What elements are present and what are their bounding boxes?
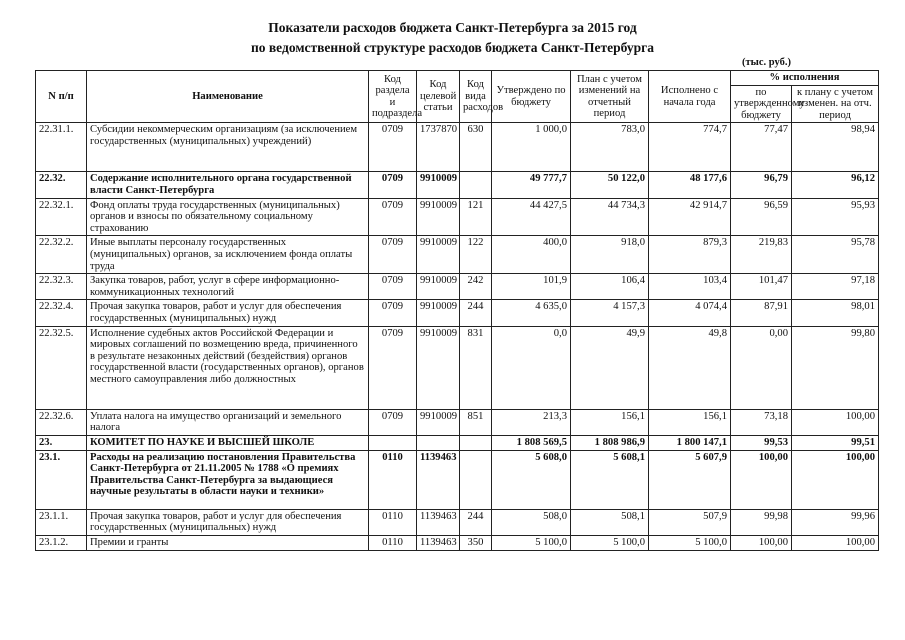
cell-num: 23.1.2. <box>36 535 87 550</box>
cell-pct2: 96,12 <box>792 172 879 198</box>
cell-utv: 49 777,7 <box>492 172 571 198</box>
cell-vid: 831 <box>460 326 492 409</box>
cell-stat: 1139463 <box>417 509 460 535</box>
cell-pct2: 99,96 <box>792 509 879 535</box>
header-pct: % исполнения <box>731 71 879 86</box>
cell-isp: 48 177,6 <box>649 172 731 198</box>
cell-isp: 49,8 <box>649 326 731 409</box>
cell-isp: 5 100,0 <box>649 535 731 550</box>
cell-vid: 244 <box>460 300 492 326</box>
cell-utv: 5 100,0 <box>492 535 571 550</box>
cell-pct2: 99,80 <box>792 326 879 409</box>
cell-pct1: 100,00 <box>731 535 792 550</box>
table-row <box>36 535 879 550</box>
cell-utv: 1 808 569,5 <box>492 435 571 450</box>
cell-plan: 49,9 <box>571 326 649 409</box>
cell-razdel: 0110 <box>369 450 417 509</box>
cell-utv: 4 635,0 <box>492 300 571 326</box>
cell-isp: 5 607,9 <box>649 450 731 509</box>
header-razdel: Код раздела и подраздела <box>369 71 417 123</box>
cell-name: Расходы на реализацию постановления Правительства Санкт-Петербурга от 21.11.2005 № 1788 «О премиях Правительства Санкт-Петербурга за выдающиеся научные результаты в области науки и техники» <box>87 450 369 509</box>
cell-utv: 508,0 <box>492 509 571 535</box>
cell-pct2: 100,00 <box>792 450 879 509</box>
cell-utv: 5 608,0 <box>492 450 571 509</box>
table-row <box>36 123 879 172</box>
cell-num: 22.32.5. <box>36 326 87 409</box>
cell-pct2: 99,51 <box>792 435 879 450</box>
cell-utv: 1 000,0 <box>492 123 571 172</box>
cell-plan: 44 734,3 <box>571 198 649 236</box>
cell-vid: 350 <box>460 535 492 550</box>
cell-plan: 4 157,3 <box>571 300 649 326</box>
cell-plan: 5 608,1 <box>571 450 649 509</box>
cell-isp: 103,4 <box>649 274 731 300</box>
cell-name: КОМИТЕТ ПО НАУКЕ И ВЫСШЕЙ ШКОЛЕ <box>87 435 369 450</box>
table-row <box>36 300 879 326</box>
cell-pct1: 99,98 <box>731 509 792 535</box>
cell-plan: 156,1 <box>571 409 649 435</box>
cell-razdel: 0709 <box>369 236 417 274</box>
cell-plan: 508,1 <box>571 509 649 535</box>
cell-razdel: 0709 <box>369 123 417 172</box>
table-row <box>36 236 879 274</box>
cell-razdel: 0709 <box>369 409 417 435</box>
header-isp: Исполнено с начала года <box>649 71 731 123</box>
table-row <box>36 409 879 435</box>
report-subtitle: по ведомственной структуре расходов бюджета Санкт-Петербурга <box>250 40 655 55</box>
cell-num: 22.32.6. <box>36 409 87 435</box>
cell-utv: 400,0 <box>492 236 571 274</box>
cell-utv: 213,3 <box>492 409 571 435</box>
cell-pct1: 100,00 <box>731 450 792 509</box>
header-num: N п/п <box>36 71 87 123</box>
cell-num: 22.32.1. <box>36 198 87 236</box>
cell-stat <box>417 435 460 450</box>
cell-isp: 156,1 <box>649 409 731 435</box>
table-row <box>36 450 879 509</box>
table-row <box>36 274 879 300</box>
cell-vid <box>460 435 492 450</box>
header-utv: Утверждено по бюджету <box>492 71 571 123</box>
cell-name: Закупка товаров, работ, услуг в сфере информационно-коммуникационных технологий <box>87 274 369 300</box>
cell-plan: 50 122,0 <box>571 172 649 198</box>
cell-name: Исполнение судебных актов Российской Федерации и мировых соглашений по возмещению вреда, причиненного в результате незаконных действий (бездействия) органов государственной власти (государственных органов), органов местного самоуправления либо должностных <box>87 326 369 409</box>
cell-pct1: 99,53 <box>731 435 792 450</box>
cell-num: 22.31.1. <box>36 123 87 172</box>
cell-plan: 918,0 <box>571 236 649 274</box>
cell-stat: 9910009 <box>417 236 460 274</box>
table-row <box>36 435 879 450</box>
cell-utv: 101,9 <box>492 274 571 300</box>
header-pct1: по утвержденному бюджету <box>731 85 792 123</box>
header-pct2: к плану с учетом изменен. на отч. период <box>792 85 879 123</box>
cell-name: Фонд оплаты труда государственных (муниципальных) органов и взносы по обязательному социальному страхованию <box>87 198 369 236</box>
cell-num: 23. <box>36 435 87 450</box>
cell-num: 23.1. <box>36 450 87 509</box>
cell-vid: 122 <box>460 236 492 274</box>
cell-stat: 9910009 <box>417 409 460 435</box>
cell-pct1: 77,47 <box>731 123 792 172</box>
cell-pct2: 95,78 <box>792 236 879 274</box>
table-row <box>36 172 879 198</box>
cell-name: Прочая закупка товаров, работ и услуг для обеспечения государственных (муниципальных) нужд <box>87 300 369 326</box>
cell-razdel: 0709 <box>369 326 417 409</box>
cell-pct2: 95,93 <box>792 198 879 236</box>
cell-utv: 0,0 <box>492 326 571 409</box>
cell-stat: 1737870 <box>417 123 460 172</box>
cell-pct2: 98,01 <box>792 300 879 326</box>
cell-isp: 42 914,7 <box>649 198 731 236</box>
cell-isp: 774,7 <box>649 123 731 172</box>
cell-pct2: 100,00 <box>792 409 879 435</box>
cell-razdel: 0709 <box>369 274 417 300</box>
cell-stat: 9910009 <box>417 326 460 409</box>
cell-razdel: 0110 <box>369 535 417 550</box>
cell-num: 22.32.2. <box>36 236 87 274</box>
cell-pct1: 101,47 <box>731 274 792 300</box>
cell-pct2: 100,00 <box>792 535 879 550</box>
table-row <box>36 509 879 535</box>
expenditure-table <box>35 70 879 551</box>
cell-num: 22.32.3. <box>36 274 87 300</box>
cell-num: 22.32.4. <box>36 300 87 326</box>
header-stat: Код целевой статьи <box>417 71 460 123</box>
cell-stat: 1139463 <box>417 535 460 550</box>
table-row <box>36 326 879 409</box>
cell-vid <box>460 450 492 509</box>
cell-isp: 879,3 <box>649 236 731 274</box>
cell-pct1: 96,79 <box>731 172 792 198</box>
cell-vid: 851 <box>460 409 492 435</box>
header-name: Наименование <box>87 71 369 123</box>
units-label: (тыс. руб.) <box>742 57 791 68</box>
cell-name: Прочая закупка товаров, работ и услуг для обеспечения государственных (муниципальных) нужд <box>87 509 369 535</box>
cell-isp: 507,9 <box>649 509 731 535</box>
cell-vid: 121 <box>460 198 492 236</box>
cell-pct1: 73,18 <box>731 409 792 435</box>
cell-vid <box>460 172 492 198</box>
cell-name: Уплата налога на имущество организаций и земельного налога <box>87 409 369 435</box>
cell-stat: 9910009 <box>417 274 460 300</box>
cell-vid: 242 <box>460 274 492 300</box>
cell-isp: 1 800 147,1 <box>649 435 731 450</box>
cell-name: Премии и гранты <box>87 535 369 550</box>
cell-name: Иные выплаты персоналу государственных (муниципальных) органов, за исключением фонда оплаты труда <box>87 236 369 274</box>
cell-stat: 9910009 <box>417 300 460 326</box>
cell-stat: 9910009 <box>417 198 460 236</box>
cell-pct2: 97,18 <box>792 274 879 300</box>
cell-name: Субсидии некоммерческим организациям (за исключением государственных (муниципальных) учреждений) <box>87 123 369 172</box>
cell-vid: 630 <box>460 123 492 172</box>
cell-plan: 1 808 986,9 <box>571 435 649 450</box>
cell-plan: 5 100,0 <box>571 535 649 550</box>
table-row <box>36 198 879 236</box>
cell-pct1: 87,91 <box>731 300 792 326</box>
header-plan: План с учетом изменений на отчетный период <box>571 71 649 123</box>
cell-razdel: 0110 <box>369 509 417 535</box>
cell-num: 22.32. <box>36 172 87 198</box>
cell-pct1: 0,00 <box>731 326 792 409</box>
cell-razdel: 0709 <box>369 300 417 326</box>
cell-stat: 9910009 <box>417 172 460 198</box>
cell-pct2: 98,94 <box>792 123 879 172</box>
cell-num: 23.1.1. <box>36 509 87 535</box>
cell-plan: 783,0 <box>571 123 649 172</box>
cell-utv: 44 427,5 <box>492 198 571 236</box>
cell-vid: 244 <box>460 509 492 535</box>
cell-razdel: 0709 <box>369 198 417 236</box>
cell-name: Содержание исполнительного органа государственной власти Санкт-Петербурга <box>87 172 369 198</box>
cell-plan: 106,4 <box>571 274 649 300</box>
cell-isp: 4 074,4 <box>649 300 731 326</box>
report-title: Показатели расходов бюджета Санкт-Петербурга за 2015 год <box>268 20 637 35</box>
cell-pct1: 96,59 <box>731 198 792 236</box>
header-vid: Код вида расходов <box>460 71 492 123</box>
cell-razdel: 0709 <box>369 172 417 198</box>
cell-pct1: 219,83 <box>731 236 792 274</box>
cell-razdel <box>369 435 417 450</box>
cell-stat: 1139463 <box>417 450 460 509</box>
